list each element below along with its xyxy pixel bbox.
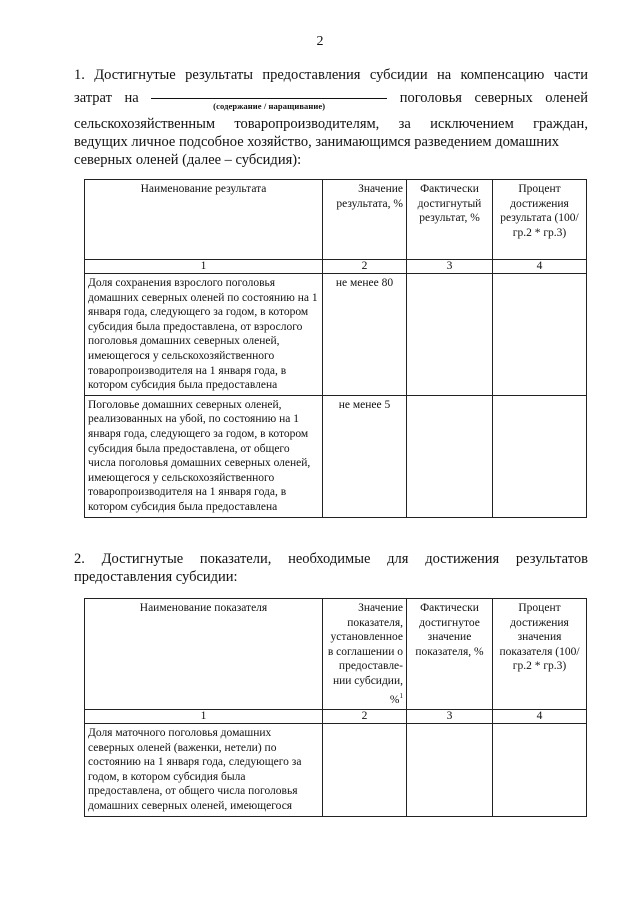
actual-result-cell[interactable] [407,395,493,517]
section1-word: за [398,116,411,132]
blank-caption: (содержание / наращивание) [213,101,326,111]
section2-word: для [387,551,409,567]
section1-line-2 [74,84,588,111]
column-header: Процент достижения результата (100/гр.2 * гр.3) [493,180,587,260]
actual-result-cell[interactable] [407,274,493,396]
column-header: Значение результата, % [323,180,407,260]
column-header-text: Значение показателя, установленное в соглашении о предоставле-нии субсидии, % [327,602,403,706]
section1-word: сельскохозяйственным [74,116,216,132]
column-header: Наименование результата [85,180,323,260]
fill-in-blank[interactable] [151,84,387,111]
section1-text: ведущих личное подсобное хозяйство, занимающимся разведением домашних [74,134,560,150]
table-row [85,723,587,816]
result-name-cell: Доля сохранения взрослого поголовья домашних северных оленей по состоянию на 1 января года, следующего за годом, в котором субсидия была предоставлена, от взрослого поголовья домашних северных оленей, имеющегося у сельскохозяйственного товаропроизводителя на 1 января года, в котором субсидия была предоставлена [85,274,323,396]
section2-word: Достигнутые [101,551,184,567]
section1-word: северных [474,90,533,106]
section1-word: на [436,67,452,83]
section1-line-3 [74,115,588,133]
page-number: 2 [316,34,324,49]
section1-word: товаропроизводителям, [234,116,380,132]
column-number-row [85,260,587,274]
section2-paragraph [74,550,588,586]
section1-word: граждан, [533,116,588,132]
section1-word: на [124,90,139,106]
actual-indicator-cell[interactable] [407,723,493,816]
section2-word: необходимые [288,551,371,567]
result-value-cell: не менее 5 [323,395,407,517]
section1-word: поголовья [399,90,462,106]
column-number: 4 [493,260,587,274]
section1-word: субсидии [369,67,428,83]
column-header: Фактически достигнутое значение показателя, % [407,599,493,710]
section1-word: Достигнутые [94,67,176,83]
section2-line-2 [74,568,588,586]
column-number: 2 [323,709,407,723]
section2-line-1 [74,550,588,568]
result-value-cell: не менее 80 [323,274,407,396]
percent-result-cell[interactable] [493,395,587,517]
section1-line-4 [74,133,588,151]
indicator-name-cell: Доля маточного поголовья домашних северных оленей (важенки, нетели) по состоянию на 1 января года, следующего за годом, в котором субсидия была предоставлена, от общего числа поголовья домашних северных оленей, имеющегося [85,723,323,816]
percent-result-cell[interactable] [493,274,587,396]
section1-word: исключением [430,116,514,132]
column-number-row [85,709,587,723]
indicator-value-cell[interactable] [323,723,407,816]
section1-word: части [553,67,588,83]
section2-word: достижения [425,551,500,567]
table-header-row [85,599,587,710]
section1-word: 1. [74,67,85,83]
column-number: 2 [323,260,407,274]
column-header: Наименование показателя [85,599,323,710]
percent-indicator-cell[interactable] [493,723,587,816]
section2-word: 2. [74,551,85,567]
column-number: 3 [407,260,493,274]
footnote-marker: 1 [399,691,403,700]
section1-word: результаты [185,67,253,83]
blank-underline [151,98,387,99]
section1-word: предоставления [262,67,361,83]
section1-line-1 [74,66,588,84]
table-header-row [85,180,587,260]
section1-text: северных оленей (далее – субсидия): [74,152,302,168]
column-number: 4 [493,709,587,723]
table-row [85,274,587,396]
section1-word: компенсацию [460,67,545,83]
section2-word: результатов [515,551,588,567]
section2-text: предоставления субсидии: [74,569,238,585]
column-header: Фактически достигнутый результат, % [407,180,493,260]
column-number: 1 [85,260,323,274]
table-row [85,395,587,517]
column-header [323,599,407,710]
indicators-table [84,598,587,817]
column-header: Процент достижения значения показателя (100/гр.2 * гр.3) [493,599,587,710]
section2-word: показатели, [199,551,272,567]
column-number: 3 [407,709,493,723]
column-number: 1 [85,709,323,723]
section1-word: затрат [74,90,112,106]
section1-paragraph [74,66,588,169]
section1-word: оленей [545,90,588,106]
results-table [84,179,587,518]
result-name-cell: Поголовье домашних северных оленей, реализованных на убой, по состоянию на 1 января года, следующего за годом, в котором субсидия была предоставлена, от общего числа поголовья домашних северных оленей, имеющегося у сельскохозяйственного товаропроизводителя на 1 января года, в котором субсидия была предоставлена [85,395,323,517]
section1-line-5 [74,151,588,169]
